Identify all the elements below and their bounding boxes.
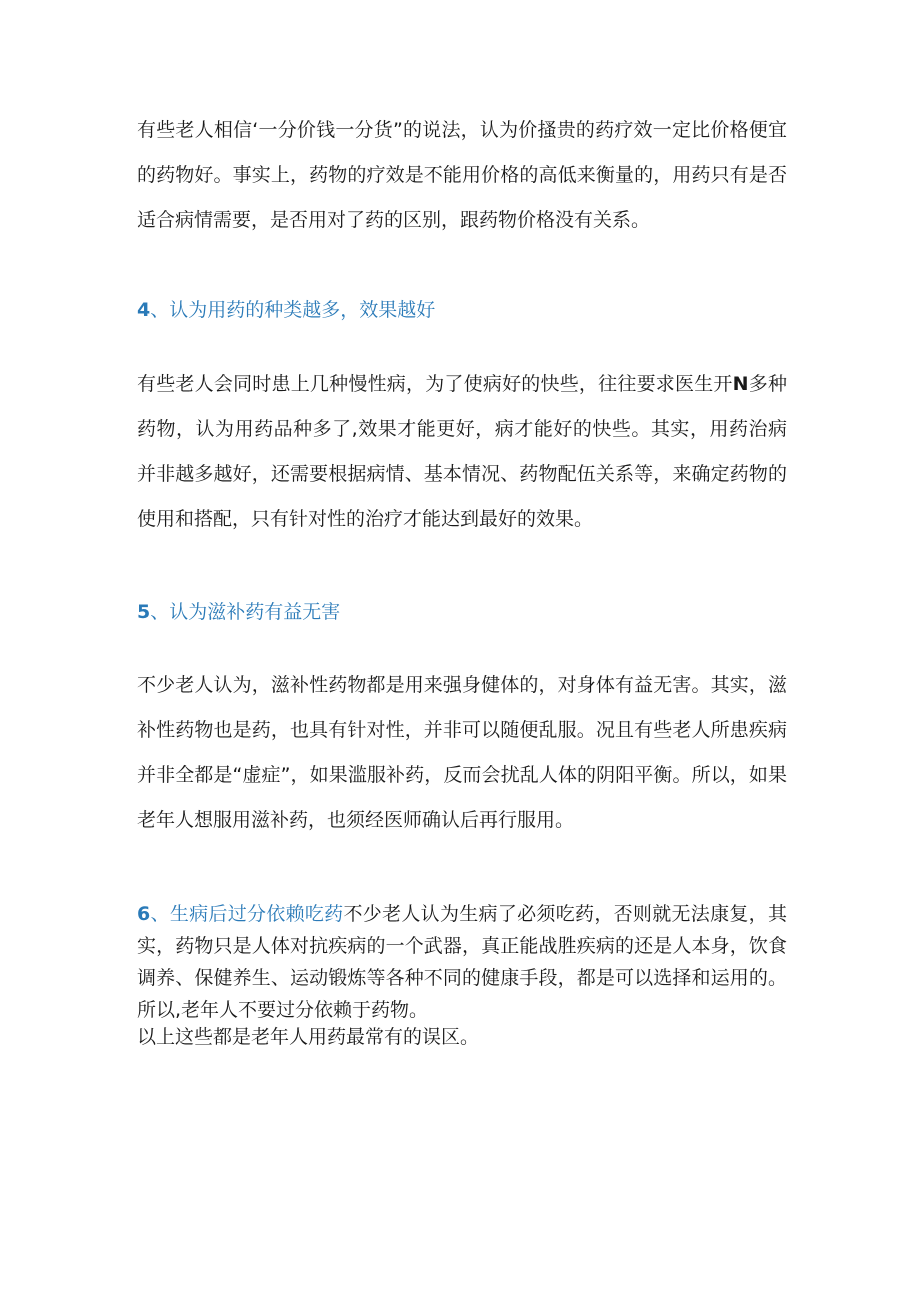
section-4-body-after: 多种药物，认为用药品种多了,效果才能更好，病才能好的快些。其实，用药治病并非越多越好，还需要根据病情、基本情况、药物配伍关系等，来确定药物的使用和搭配，只有针对性的治疗才能达到最好的效果。 (137, 373, 787, 530)
section-4-body-letter: N (732, 373, 749, 395)
section-6-heading (137, 903, 343, 925)
section-4-heading (137, 294, 787, 326)
section-5-heading (137, 596, 787, 628)
section-5-body: 不少老人认为，滋补性药物都是用来强身健体的，对身体有益无害。其实，滋补性药物也是药，也具有针对性，并非可以随便乱服。况且有些老人所患疾病并非全都是“虚症”，如果滥服补药，反而会扰乱人体的阴阳平衡。所以，如果老年人想服用滋补药，也须经医师确认后再行服用。 (137, 674, 787, 831)
section-5-title: 、认为滋补药有益无害 (150, 601, 341, 623)
section-4-number: 4 (137, 299, 151, 321)
conclusion-paragraph: 以上这些都是老年人用药最常有的误区。 (137, 1026, 480, 1048)
section-6-number: 6 (137, 903, 151, 925)
section-4-body (137, 362, 787, 542)
section-6-body: 不少老人认为生病了必须吃药，否则就无法康复，其实，药物只是人体对抗疾病的一个武器，真正能战胜疾病的还是人本身，饮食调养、保健养生、运动锻炼等各种不同的健康手段，都是可以选择和运用的。所以,老年人不要过分依赖于药物。 (137, 903, 787, 1021)
section-4-body-before: 有些老人会同时患上几种慢性病，为了使病好的快些，往往要求医生开 (137, 373, 733, 395)
section-5-number: 5 (137, 601, 151, 623)
section-6-paragraph (137, 898, 787, 1026)
section-4-title: 、认为用药的种类越多，效果越好 (150, 299, 436, 321)
paragraph-price-myth: 有些老人相信‘一分价钱一分货”的说法，认为价搔贵的药疗效一定比价格便宜的药物好。事实上，药物的疗效是不能用价格的高低来衡量的，用药只有是否适合病情需要，是否用对了药的区别，跟药物价格没有关系。 (137, 119, 787, 231)
section-6-title: 、生病后过分依赖吃药 (150, 903, 344, 925)
